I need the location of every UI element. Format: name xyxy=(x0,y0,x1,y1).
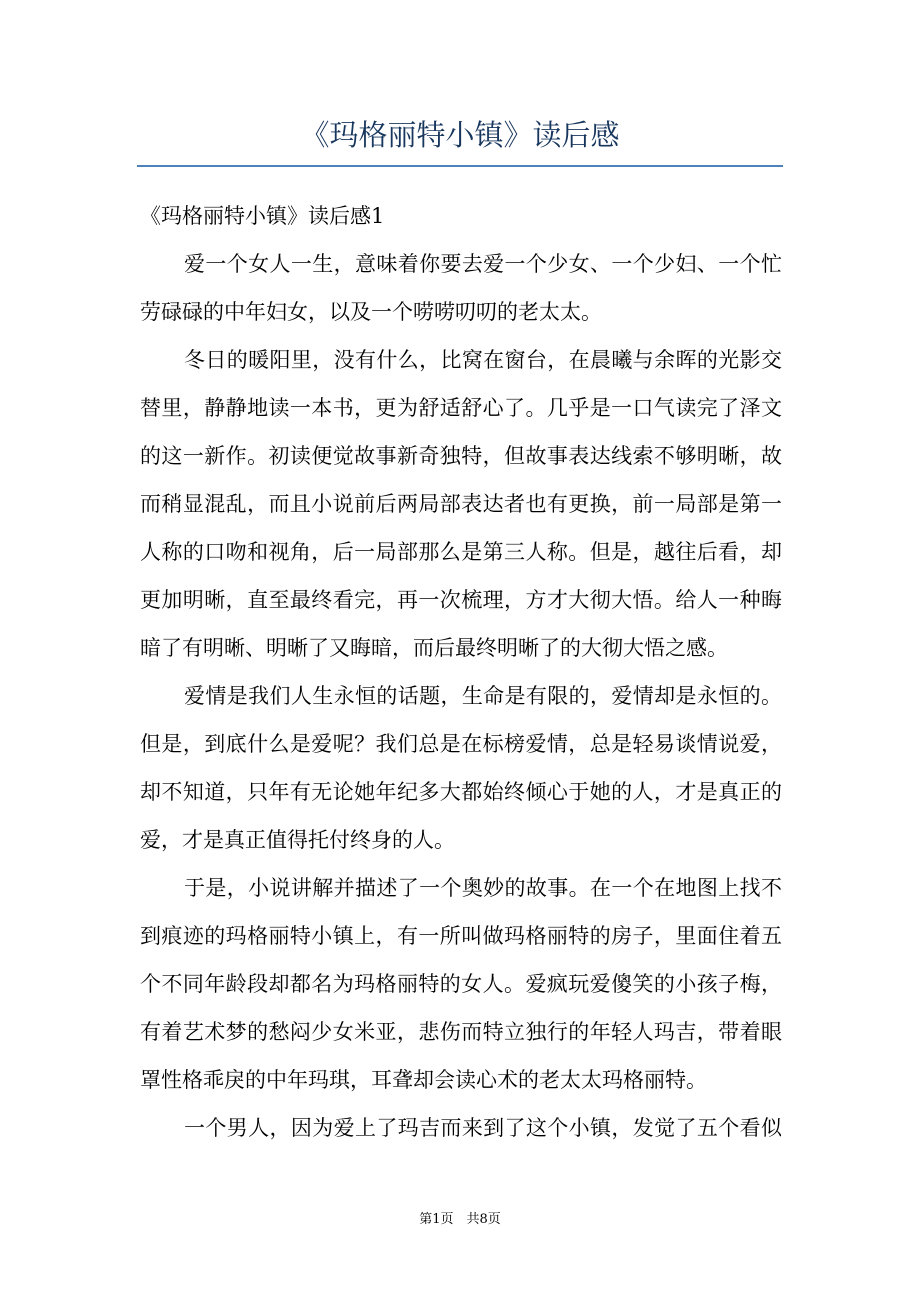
paragraph-line: 替里，静静地读一本书，更为舒适舒心了。几乎是一口气读完了泽文 xyxy=(140,396,782,420)
paragraph xyxy=(140,672,782,864)
paragraph xyxy=(140,1104,782,1152)
paragraph xyxy=(140,864,782,1104)
document-title: 《玛格丽特小镇》读后感 xyxy=(300,118,620,152)
paragraph-line: 个不同年龄段却都名为玛格丽特的女人。爱疯玩爱傻笑的小孩子梅， xyxy=(140,972,782,996)
document-body xyxy=(140,192,782,1152)
paragraph-line: 更加明晰，直至最终看完，再一次梳理，方才大彻大悟。给人一种晦 xyxy=(140,588,782,612)
paragraph-line: 却不知道，只年有无论她年纪多大都始终倾心于她的人，才是真正的 xyxy=(140,780,782,804)
paragraph-line: 一个男人，因为爱上了玛吉而来到了这个小镇，发觉了五个看似 xyxy=(184,1116,782,1140)
paragraph-line: 暗了有明晰、明晰了又晦暗，而后最终明晰了的大彻大悟之感。 xyxy=(140,636,728,660)
paragraph-line: 的这一新作。初读便觉故事新奇独特，但故事表达线索不够明晰，故 xyxy=(140,444,782,468)
paragraph xyxy=(140,336,782,672)
paragraph-line: 于是，小说讲解并描述了一个奥妙的故事。在一个在地图上找不 xyxy=(184,876,782,900)
paragraphs xyxy=(140,240,782,1152)
paragraph-line: 爱情是我们人生永恒的话题，生命是有限的，爱情却是永恒的。 xyxy=(184,684,782,708)
paragraph-line: 到痕迹的玛格丽特小镇上，有一所叫做玛格丽特的房子，里面住着五 xyxy=(140,924,782,948)
paragraph-line: 人称的口吻和视角，后一局部那么是第三人称。但是，越往后看，却 xyxy=(140,540,782,564)
paragraph-line: 有着艺术梦的愁闷少女米亚，悲伤而特立独行的年轻人玛吉，带着眼 xyxy=(140,1020,782,1044)
paragraph-line: 爱一个女人一生，意味着你要去爱一个少女、一个少妇、一个忙 xyxy=(184,252,782,276)
paragraph xyxy=(140,240,782,336)
paragraph-line: 而稍显混乱，而且小说前后两局部表达者也有更换，前一局部是第一 xyxy=(140,492,782,516)
paragraph-line: 罩性格乖戾的中年玛琪，耳聋却会读心术的老太太玛格丽特。 xyxy=(140,1068,707,1092)
section-heading: 《玛格丽特小镇》读后感1 xyxy=(140,204,385,228)
title-divider xyxy=(137,165,783,167)
paragraph-line: 爱，才是真正值得托付终身的人。 xyxy=(140,828,455,852)
paragraph-line: 冬日的暖阳里，没有什么，比窝在窗台，在晨曦与余晖的光影交 xyxy=(184,348,782,372)
paragraph-line: 劳碌碌的中年妇女，以及一个唠唠叨叨的老太太。 xyxy=(140,300,602,324)
page-footer: 第1页 共8页 xyxy=(419,1212,501,1227)
paragraph-line: 但是，到底什么是爱呢？我们总是在标榜爱情，总是轻易谈情说爱， xyxy=(140,732,782,756)
